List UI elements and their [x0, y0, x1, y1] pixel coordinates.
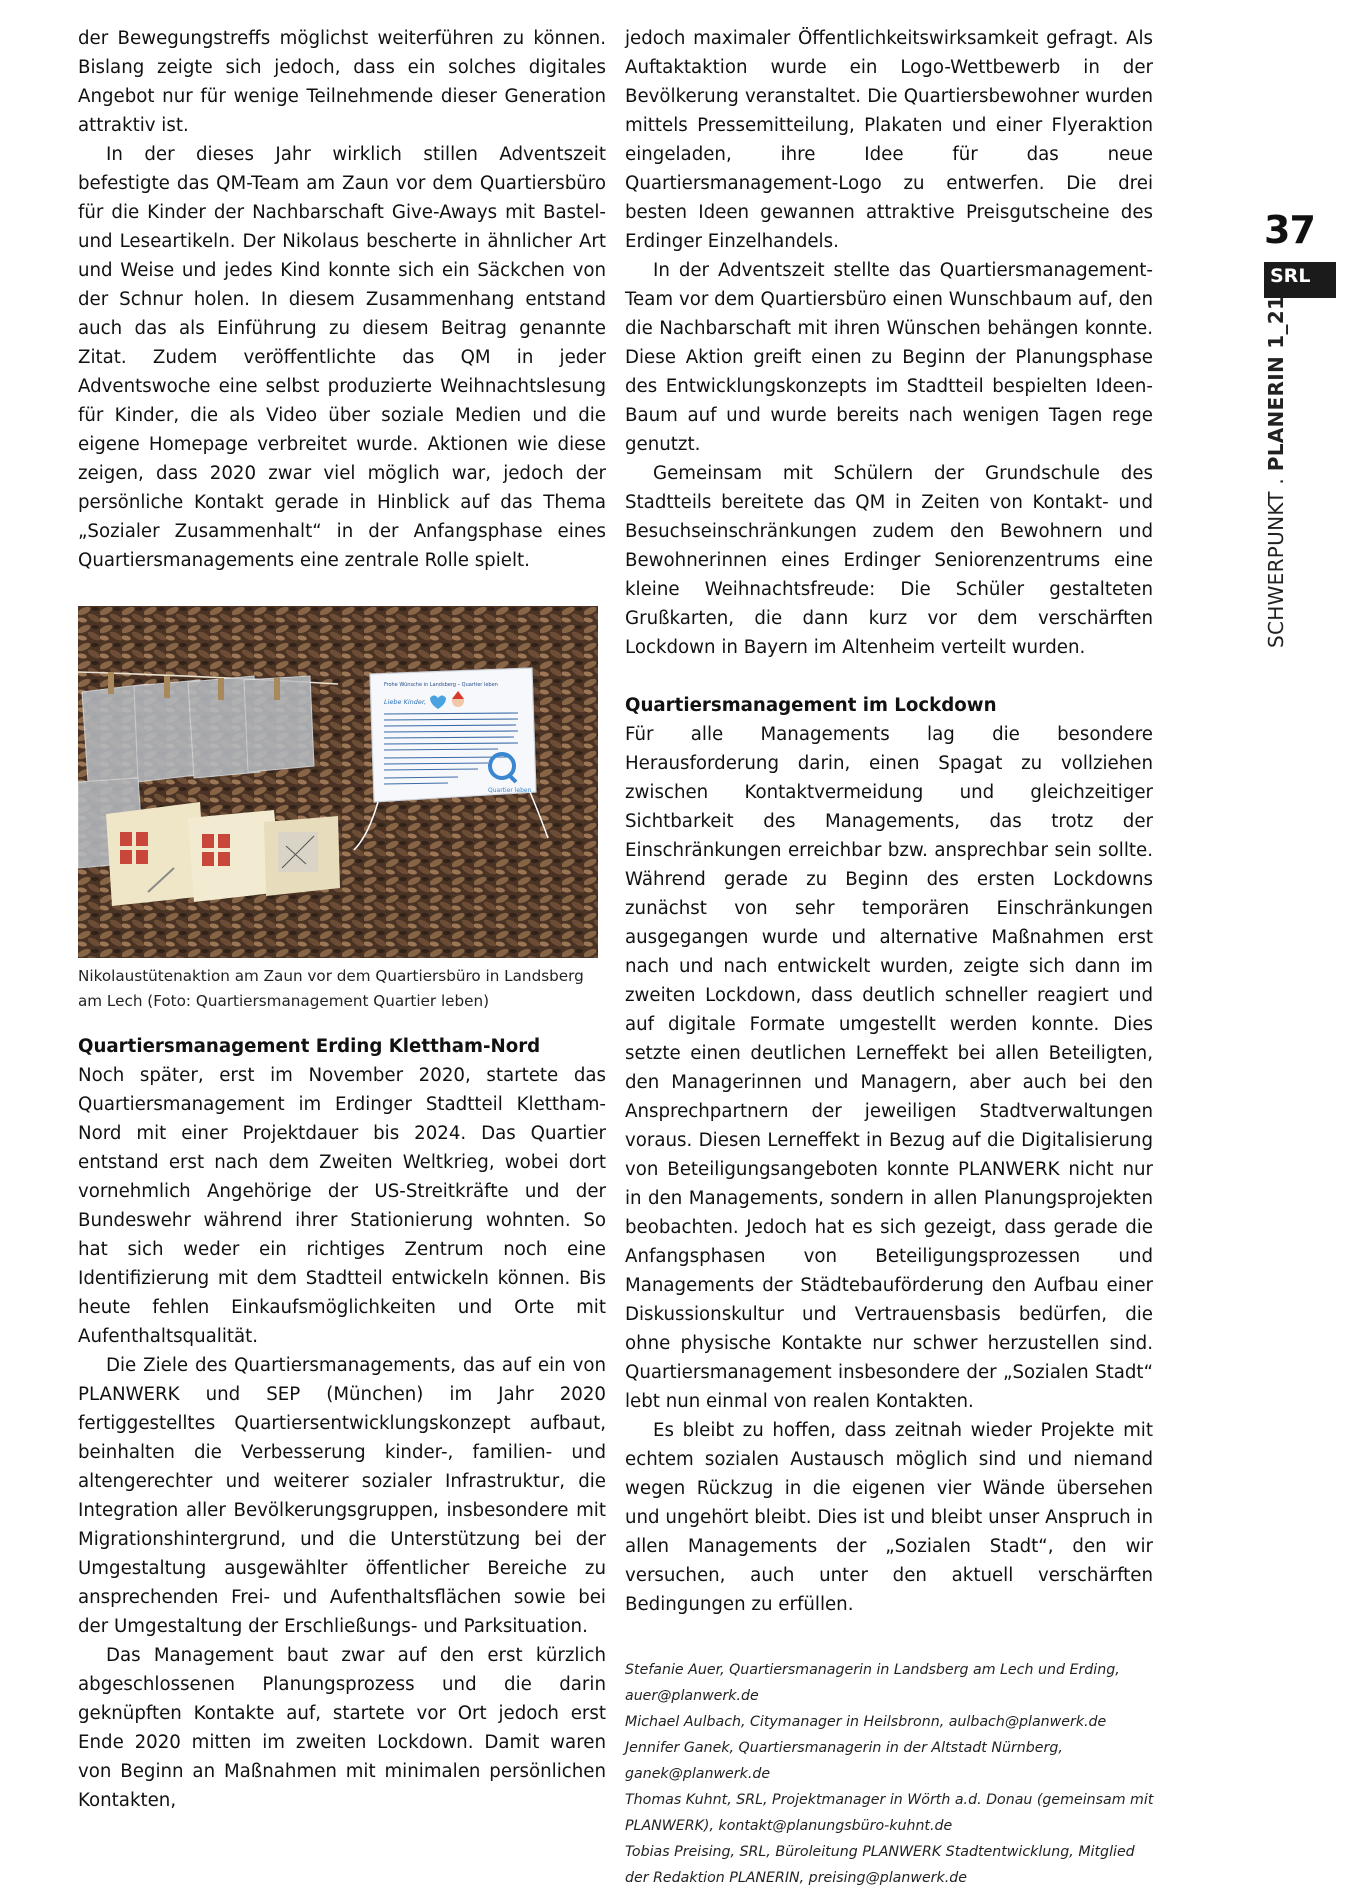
- right-paragraph-1: jedoch maximaler Öffentlichkeitswirksamkeit gefragt. Als Auftaktaktion wurde ein Logo-Wettbewerb in der Bevölkerung veranstaltet. Die Quartiersbewohner wurden mittels Pressemitteilung, Plakaten und einer Flyeraktion eingeladen, ihre Idee für das neue Quartiersmanagement-Logo zu entwerfen. Die drei besten Ideen gewannen attraktive Preisgutscheine des Erdinger Einzelhandels.: [625, 28, 1153, 252]
- author-line: Jennifer Ganek, Quartiersmanagerin in der Altstadt Nürnberg,: [625, 1740, 1063, 1756]
- poster-greeting: Liebe Kinder,: [384, 698, 427, 706]
- author-line: Stefanie Auer, Quartiersmanagerin in Landsberg am Lech und Erding,: [625, 1662, 1120, 1678]
- left-paragraph-3: Noch später, erst im November 2020, startete das Quartiersmanagement im Erdinger Stadtteil Klettham-Nord mit einer Projektdauer bis 2024. Das Quartier entstand erst nach dem Zweiten Weltkrieg, wobei dort vornehmlich Angehörige der US-Streitkräfte und der Bundeswehr während ihrer Stationierung wohnten. So hat sich weder ein richtiges Zentrum noch eine Identifizierung mit dem Stadtteil entwickeln können. Bis heute fehlen Einkaufsmöglichkeiten und Orte mit Aufenthaltsqualität.: [78, 1065, 606, 1347]
- right-paragraph-4: Für alle Managements lag die besondere Herausforderung darin, einen Spagat zu vollziehen zwischen Kontaktvermeidung und gleichzeitiger Sichtbarkeit des Managements, das trotz der Einschränkungen erreichbar bzw. ansprechbar sein sollte. Während gerade zu Beginn des ersten Lockdowns zunächst von sehr temporären Einschränkungen ausgegangen wurde und alternative Maßnahmen erst nach und nach entwickelt wurden, zeigte sich dann im zweiten Lockdown, dass deutlich schneller reagiert und auf digitale Formate umgestellt werden konnte. Dies setzte einen deutlichen Lerneffekt bei allen Beteiligten, den Managerinnen und Managern, aber auch bei den Ansprechpartnern der jeweiligen Stadtverwaltungen voraus. Diesen Lerneffekt in Bezug auf die Digitalisierung von Beteiligungsangeboten konnte PLANWERK nicht nur in den Managements, sondern in allen Planungsprojekten beobachten. Jedoch hat es sich gezeigt, dass gerade die Anfangsphasen von Beteiligungsprozessen und Managements der Städtebauförderung den Aufbau einer Diskussionskultur und Vertrauensbasis bedürfen, die ohne physische Kontakte nur schwer herzustellen sind. Quartiersmanagement insbesondere der „Sozialen Stadt“ lebt nun einmal von realen Kontakten.: [625, 724, 1153, 1412]
- poster-header: Frohe Wünsche in Landsberg – Quartier leben: [384, 682, 498, 688]
- left-paragraph-1: der Bewegungstreffs möglichst weiterführen zu können. Bislang zeigte sich jedoch, dass ein solches digitales Angebot nur für wenige Teilnehmende dieser Generation attraktiv ist.: [78, 28, 606, 136]
- author-line: Tobias Preising, SRL, Büroleitung PLANWERK Stadtentwicklung, Mitglied: [625, 1844, 1135, 1860]
- author-line: der Redaktion PLANERIN, preising@planwerk.de: [625, 1870, 967, 1886]
- left-column: [78, 24, 606, 1815]
- author-line: Thomas Kuhnt, SRL, Projektmanager in Wörth a.d. Donau (gemeinsam mit: [625, 1792, 1154, 1808]
- right-paragraph-5: Es bleibt zu hoffen, dass zeitnah wieder Projekte mit echtem sozialen Austausch möglich sind und niemand wegen Rückzug in die eigenen vier Wände übersehen und ungehört bleibt. Dies ist und bleibt unser Anspruch in allen Managements der „Sozialen Stadt“, den wir versuchen, auch unter den aktuell verschärften Bedingungen zu erfüllen.: [625, 1420, 1153, 1615]
- running-head-prefix: SCHWERPUNKT .: [1264, 471, 1288, 648]
- photo-nikolaus-bags-on-fence: [78, 606, 598, 958]
- right-paragraph-3: Gemeinsam mit Schülern der Grundschule des Stadtteils bereitete das QM in Zeiten von Kontakt- und Besuchseinschränkungen zudem den Bewohnern und Bewohnerinnen eines Erdinger Seniorenzentrums eine kleine Weihnachtsfreude: Die Schüler gestalteten Grußkarten, die dann kurz vor dem verschärften Lockdown in Bayern im Altenheim verteilt wurden.: [625, 463, 1153, 658]
- running-head-issue: PLANERIN 1_21: [1264, 295, 1288, 472]
- right-paragraph-2: In der Adventszeit stellte das Quartiersmanagement-Team vor dem Quartiersbüro einen Wunschbaum auf, den die Nachbarschaft mit ihren Wünschen behängen konnte. Diese Aktion greift einen zu Beginn der Planungsphase des Entwicklungskonzepts im Stadtteil bespielten Ideen-Baum auf und wurde bereits nach wenigen Tagen rege genutzt.: [625, 260, 1153, 455]
- left-paragraph-5: Das Management baut zwar auf den erst kürzlich abgeschlossenen Planungsprozess und die darin geknüpften Kontakte auf, startete vor Ort jedoch erst Ende 2020 mitten im zweiten Lockdown. Damit waren von Beginn an Maßnahmen mit minimalen persönlichen Kontakten,: [78, 1645, 606, 1811]
- author-line: auer@planwerk.de: [625, 1688, 759, 1704]
- page-number: 37: [1264, 208, 1315, 252]
- left-paragraph-2: In der dieses Jahr wirklich stillen Adventszeit befestigte das QM-Team am Zaun vor dem Quartiersbüro für die Kinder der Nachbarschaft Give-Aways mit Bastel- und Leseartikeln. Der Nikolaus bescherte in ähnlicher Art und Weise und jedes Kind konnte sich ein Säckchen von der Schnur holen. In diesem Zusammenhang entstand auch das als Einführung zu diesem Beitrag genannte Zitat. Zudem veröffentlichte das QM in jeder Adventswoche eine selbst produzierte Weihnachtslesung für Kinder, die als Video über soziale Medien und die eigene Homepage verbreitet wurde. Aktionen wie diese zeigen, dass 2020 zwar viel möglich war, jedoch der persönliche Kontakt gerade in Hinblick auf das Thema „Sozialer Zusammenhalt“ in der Anfangsphase eines Quartiersmanagements eine zentrale Rolle spielt.: [78, 144, 606, 571]
- right-column: [625, 24, 1153, 1891]
- author-line: Michael Aulbach, Citymanager in Heilsbronn, aulbach@planwerk.de: [625, 1714, 1107, 1730]
- heading-lockdown: Quartiersmanagement im Lockdown: [625, 695, 997, 716]
- poster-logo-text: Quartier leben: [488, 787, 532, 794]
- running-head: [1262, 295, 1290, 648]
- left-paragraph-4: Die Ziele des Quartiersmanagements, das auf ein von PLANWERK und SEP (München) im Jahr 2020 fertiggestelltes Quartiersentwicklungskonzept aufbaut, beinhalten die Verbesserung kinder-, familien- und altengerechter und weiterer sozialer Infrastruktur, die Integration aller Bevölkerungsgruppen, insbesondere mit Migrationshintergrund, und die Unterstützung bei der Umgestaltung ausgewählter öffentlicher Bereiche zu ansprechenden Frei- und Aufenthaltsflächen sowie bei der Umgestaltung der Erschließungs- und Parksituation.: [78, 1355, 606, 1637]
- author-line: PLANWERK), kontakt@planungsbüro-kuhnt.de: [625, 1818, 953, 1834]
- author-line: ganek@planwerk.de: [625, 1766, 771, 1782]
- author-list: [625, 1657, 1153, 1891]
- srl-badge-label: SRL: [1270, 265, 1311, 287]
- photo-caption: Nikolaustütenaktion am Zaun vor dem Quartiersbüro in Landsberg am Lech (Foto: Quartiersmanagement Quartier leben): [78, 967, 584, 1010]
- heading-erding: Quartiersmanagement Erding Klettham-Nord: [78, 1036, 541, 1057]
- srl-badge: [1264, 262, 1336, 298]
